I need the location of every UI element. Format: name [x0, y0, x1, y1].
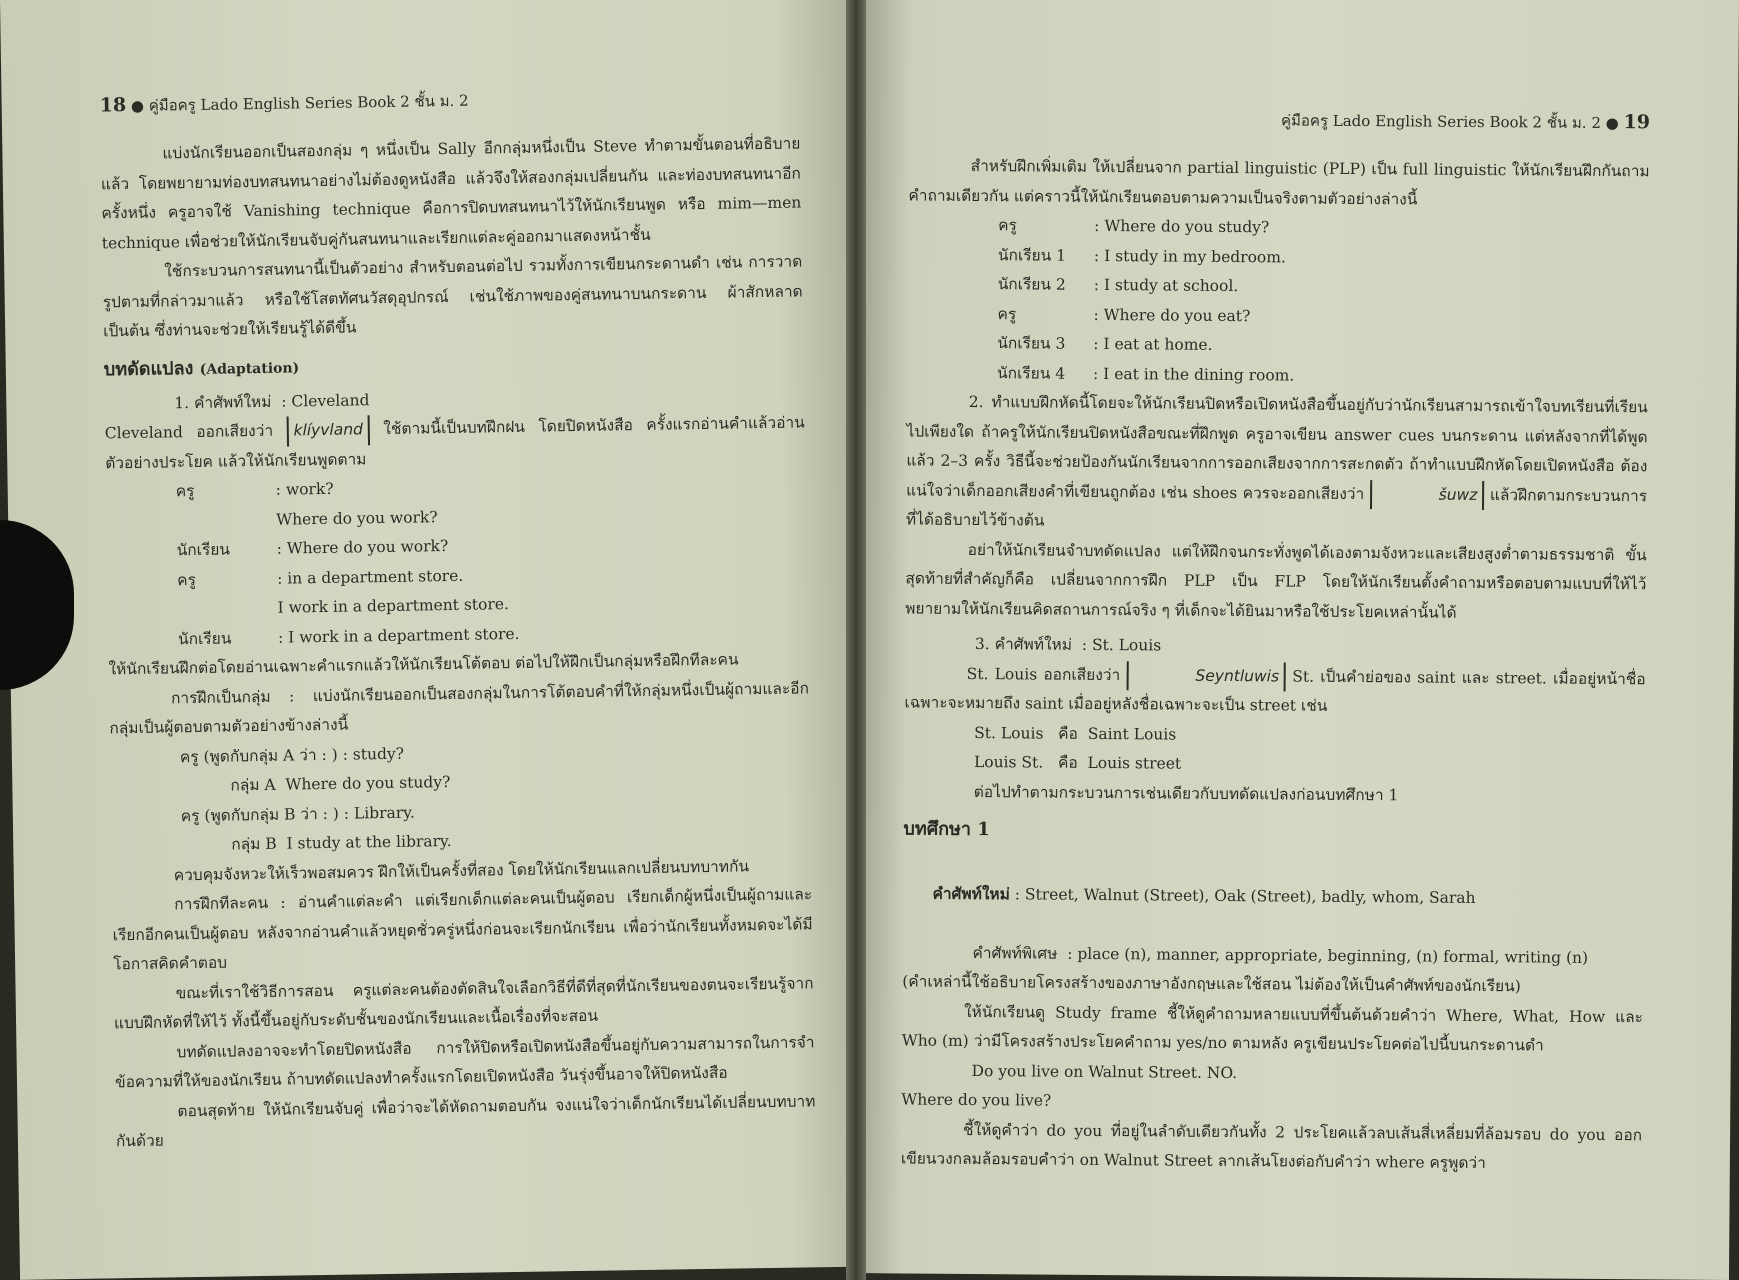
paragraph: ให้นักเรียนดู Study frame ชี้ให้ดูคำถามหลายแบบที่ขึ้นต้นด้วยคำว่า Where, What, How และ Who (m) ว่ามีโครงสร้างประโยคคำถาม yes/no ตามหลัง ครูเขียนประโยคต่อไปนี้บนกระดานดำ [901, 1002, 1644, 1055]
pronunciation-lead: St. Louis ออกเสียงว่า [966, 664, 1121, 684]
section-title: บทดัดแปลง [103, 357, 194, 380]
group-line: ครู (พูดกับกลุ่ม A ว่า : ) : study? [179, 744, 405, 766]
paragraph: ตอนสุดท้าย ให้นักเรียนจับคู่ เพื่อว่าจะได้หัดถามตอบกัน จงแน่ใจว่าเด็กนักเรียนได้เปลี่ยนบทบาทกันด้วย [115, 1091, 816, 1151]
speaker: ครู [997, 304, 1017, 323]
speaker: นักเรียน 3 [997, 334, 1066, 353]
utterance: : Where do you work? [276, 537, 449, 558]
vocab-label: คำศัพท์ใหม่ [932, 883, 1010, 903]
paragraph-text: แล้วฝึกตามกระบวนการที่ได้อธิบายไว้ข้างต้น [905, 485, 1648, 530]
running-head-right [909, 105, 1650, 135]
speaker: ครู [998, 216, 1017, 235]
paragraph: ชี้ให้ดูคำว่า do you ที่อยู่ในลำดับเดียวกันทั้ง 2 ประโยคแล้วลบเส้นสี่เหลี่ยมที่ล้อมรอบ do you ออกเขียนวงกลมล้อมรอบคำว่า on Walnut Street ลากเส้นโยงต่อกับคำว่า where ครูพูดว่า [900, 1120, 1643, 1173]
board-sentence: Where do you live? [901, 1090, 1052, 1110]
group-line: กลุ่ม A Where do you study? [230, 773, 451, 795]
speaker: นักเรียน [176, 540, 231, 560]
page-number-right: 19 [1623, 111, 1651, 134]
group-line: ครู (พูดกับกลุ่ม B ว่า : ) : Library. [180, 803, 415, 825]
utterance: : Where do you study? [1094, 216, 1270, 237]
phonetic-transcription: klíyvland [286, 415, 370, 446]
bullet-left: ● [130, 96, 149, 115]
paragraph: ใช้กระบวนการสนทนานี้เป็นตัวอย่าง สำหรับตอนต่อไป รวมทั้งการเขียนกระดานดำ เช่น การวาดรูปตามที่กล่าวมาแล้ว หรือใช้โสตทัศนวัสดุอุปกรณ์ เช่นใช้ภาพของคู่สนทนาบนกระดาน ผ้าสักหลาด เป็นต้น ซึ่งท่านจะช่วยให้เรียนรู้ได้ดีขึ้น [102, 252, 803, 341]
paragraph: บทดัดแปลงอาจจะทำโดยปิดหนังสือ การให้ปิดหรือเปิดหนังสือขึ้นอยู่กับความสามารถในการจำข้อความที่ให้ของนักเรียน ถ้าบทดัดแปลงทำครั้งแรกโดยเปิดหนังสือ วันรุ่งขึ้นอาจให้ปิดหนังสือ [114, 1032, 815, 1092]
pronunciation-paragraph [904, 659, 1645, 724]
board-sentence: Do you live on Walnut Street. NO. [971, 1061, 1238, 1082]
speaker: นักเรียน [177, 628, 232, 648]
example-line: St. Louis คือ Saint Louis [974, 723, 1177, 744]
speaker: นักเรียน 4 [996, 363, 1066, 383]
utterance: : I eat in the dining room. [1092, 364, 1295, 385]
speaker [176, 505, 276, 536]
speaker: นักเรียน 1 [997, 245, 1067, 265]
page-number-left: 18 [99, 94, 127, 117]
example-line: Louis St. คือ Louis street [973, 753, 1182, 773]
paragraph: ให้นักเรียนฝึกต่อโดยอ่านเฉพาะคำแรกแล้วให้นักเรียนโต้ตอบ ต่อไปให้ฝึกเป็นกลุ่มหรือฝึกทีละคน [108, 650, 739, 679]
section-heading-study-1: บทศึกษา 1 [903, 818, 990, 841]
running-head-text-right: คู่มือครู Lado English Series Book 2 ชั้น ม. 2 [1280, 111, 1602, 132]
pronunciation-tail: ใช้ตามนี้เป็นบทฝึกฝน โดยปิดหนังสือ ครั้งแรกอ่านคำแล้วอ่านตัวอย่างประโยค แล้วให้นักเรียนพูดตาม [105, 413, 805, 472]
utterance: : I study at school. [1093, 275, 1239, 296]
section-title-en: (Adaptation) [199, 359, 300, 378]
special-vocab-line: คำศัพท์พิเศษ : place (n), manner, appropriate, beginning, (n) formal, writing (n) [972, 943, 1589, 967]
utterance: : in a department store. [276, 566, 464, 588]
group-line: กลุ่ม B I study at the library. [231, 832, 452, 854]
vocab-item: 1. คำศัพท์ใหม่ : Cleveland [174, 390, 370, 412]
bullet-right: ● [1605, 113, 1624, 133]
pronunciation-paragraph [105, 408, 806, 478]
running-head-text-left: คู่มือครู Lado English Series Book 2 ชั้น ม. 2 [148, 91, 469, 115]
dialogue-2 [997, 211, 1649, 393]
utterance: : work? [275, 479, 334, 499]
vocab-line [903, 848, 1645, 943]
pronunciation-lead: Cleveland ออกเสียงว่า [104, 421, 274, 443]
paragraph: สำหรับฝึกเพิ่มเติม ให้เปลี่ยนจาก partial linguistic (PLP) เป็น full linguistic ให้นักเรียนฝึกกันถามคำถามเดียวกัน แต่คราวนี้ให้นักเรียนตอบตามความเป็นจริงตามตัวอย่างล่างนี้ [908, 156, 1650, 208]
speaker: นักเรียน 2 [997, 275, 1066, 294]
paragraph [906, 387, 1648, 540]
utterance: : I study in my bedroom. [1093, 246, 1286, 266]
paragraph: การฝึกทีละคน : อ่านคำแต่ละคำ แต่เรียกเด็กแต่ละคนเป็นผู้ตอบ เรียกเด็กผู้หนึ่งเป็นผู้ถามและเรียกอีกคนเป็นผู้ตอบ หลังจากอ่านคำแล้วหยุดชั่วครู่หนึ่งก่อนจะเรียกนักเรียน เพื่อว่านักเรียนทั้งหมดจะได้มีโอกาสคิดคำตอบ [112, 885, 813, 974]
example-line: ต่อไปทำตามกระบวนการเช่นเดียวกับบทดัดแปลงก่อนบทศึกษา 1 [973, 782, 1399, 804]
utterance: : I eat at home. [1093, 334, 1213, 354]
pronunciation-tail: St. เป็นคำย่อของ saint และ street. เมื่ออยู่หน้าชื่อเฉพาะจะหมายถึง saint เมื่ออยู่หลังชื่อเฉพาะจะเป็น street เช่น [904, 667, 1646, 715]
running-head-left [99, 83, 799, 118]
paragraph: แบ่งนักเรียนออกเป็นสองกลุ่ม ๆ หนึ่งเป็น Sally อีกกลุ่มหนึ่งเป็น Steve ทำตามขั้นตอนที่อธิบายแล้ว โดยพยายามท่องบทสนทนาอย่างไม่ต้องดูหนังสือ แล้วจึงให้สองกลุ่มเปลี่ยนกัน และท่องบทสนทนาอีกครั้งหนึ่ง ครูอาจใช้ Vanishing technique คือการปิดบทสนทนาไว้ให้นักเรียนพูด หรือ mim—men technique เพื่อช่วยให้นักเรียนจับคู่กันสนทนาและเรียกแต่ละคู่ออกมาแสดงหน้าชั้น [100, 134, 802, 252]
utterance: I work in a department store. [277, 595, 510, 617]
speaker [177, 594, 277, 625]
speaker: ครู [176, 570, 196, 589]
right-page [850, 0, 1739, 1280]
paragraph-text: 2. ทำแบบฝึกหัดนี้โดยจะให้นักเรียนปิดหรือเปิดหนังสือขึ้นอยู่กับว่านักเรียนสามารถเข้าใจบทเรียนที่เรียนไปเพียงใด ถ้าครูให้นักเรียนปิดหนังสือขณะที่ฝึกพูด ครูอาจเขียน answer cues บนกระดาน แต่หลังจากที่ได้พูดแล้ว 2–3 ครั้ง วิธีนี้จะช่วยป้องกันนักเรียนจากการออกเสียงจากการสะกดตัว ถ้าทำแบบฝึกหัดโดยเปิดหนังสือ ต้องแน่ใจว่าเด็กออกเสียงคำที่เขียนถูกต้อง เช่น shoes ควรจะออกเสียงว่า [906, 392, 1648, 503]
utterance: : Where do you eat? [1093, 305, 1251, 325]
paragraph: การฝึกเป็นกลุ่ม : แบ่งนักเรียนออกเป็นสองกลุ่มในการโต้ตอบคำที่ให้กลุ่มหนึ่งเป็นผู้ถามและอีกกลุ่มเป็นผู้ตอบตามตัวอย่างข้างล่างนี้ [109, 678, 810, 738]
book-gutter [846, 0, 866, 1280]
speaker: ครู [175, 482, 195, 501]
vocab-list: : Street, Walnut (Street), Oak (Street), badly, whom, Sarah [1009, 884, 1476, 907]
vocab-item: 3. คำศัพท์ใหม่ : St. Louis [974, 635, 1162, 655]
special-vocab-note: (คำเหล่านี้ใช้อธิบายโครงสร้างของภาษาอังกฤษและใช้สอน ไม่ต้องให้เป็นคำศัพท์ของนักเรียน) [902, 972, 1521, 996]
paragraph: ควบคุมจังหวะให้เร็วพอสมควร ฝึกให้เป็นครั้งที่สอง โดยให้นักเรียนแลกเปลี่ยนบทบาทกัน [173, 856, 750, 884]
paragraph: ขณะที่เราใช้วิธีการสอน ครูแต่ละคนต้องตัดสินใจเลือกวิธีที่ดีที่สุดที่นักเรียนของตนจะเรียนรู้จากแบบฝึกหัดที่ให้ไว้ ทั้งนี้ขึ้นอยู่กับระดับชั้นของนักเรียนและเนื้อเรื่องที่จะสอน [113, 973, 814, 1033]
dialogue-1 [176, 467, 809, 654]
utterance: : I work in a department store. [277, 624, 520, 647]
paragraph: อย่าให้นักเรียนจำบทดัดแปลง แต่ให้ฝึกจนกระทั่งพูดได้เองตามจังหวะและเสียงสูงต่ำตามธรรมชาติ ขั้นสุดท้ายที่สำคัญก็คือ เปลี่ยนจากการฝึก PLP เป็น FLP โดยให้นักเรียนตั้งคำถามหรือตอบตามแบบที่ให้ไว้ พยายามให้นักเรียนคิดสถานการณ์จริง ๆ ที่เด็กจะได้ยินมาหรือใช้ประโยคเหล่านั้นได้ [905, 540, 1647, 622]
phonetic-transcription: Seyntluwis [1126, 661, 1286, 692]
phonetic-transcription: šuwz [1370, 480, 1485, 510]
utterance: Where do you work? [276, 507, 438, 529]
